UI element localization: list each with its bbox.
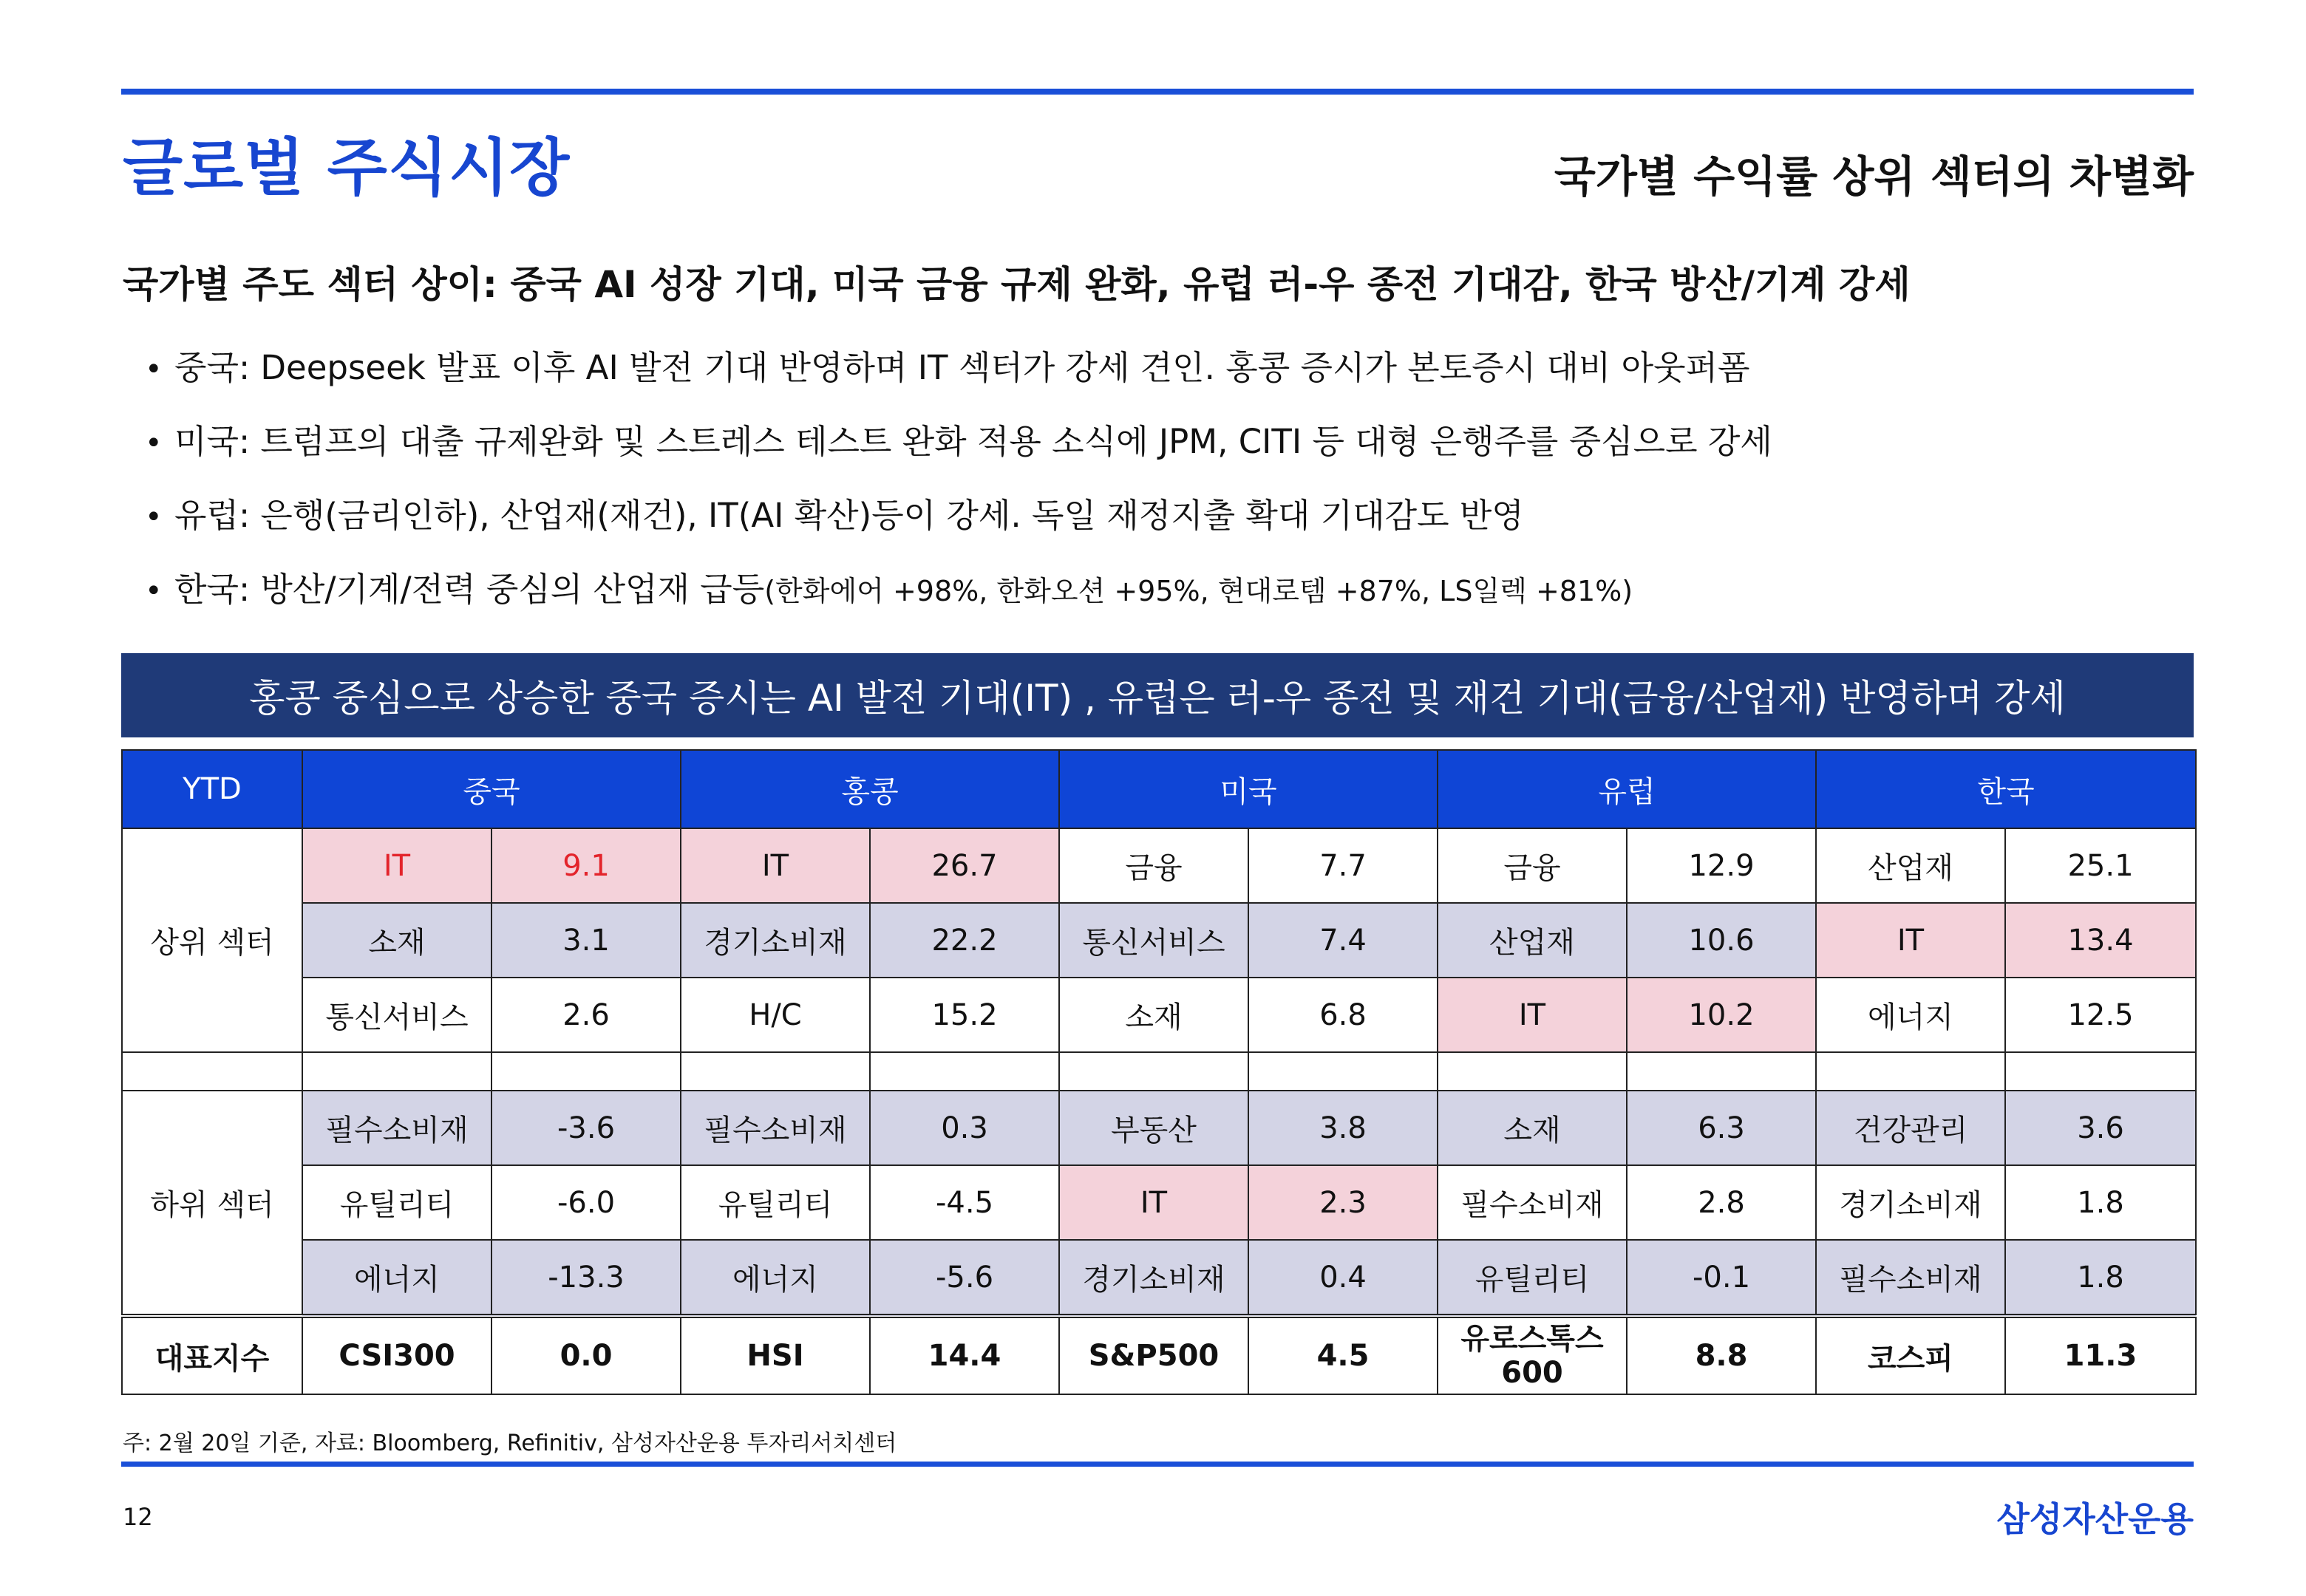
index-name-line: 유로스톡스 — [1460, 1322, 1604, 1356]
index-name-cell: 코스피 — [1816, 1316, 2005, 1394]
table-spacer-row — [122, 1052, 2196, 1091]
sector-name-cell: 경기소비재 — [1816, 1165, 2005, 1240]
bottom-label-cell: 하위 섹터 — [122, 1091, 302, 1316]
headline: 국가별 주도 섹터 상이: 중국 AI 성장 기대, 미국 금융 규제 완화, 유럽 러-우 종전 기대감, 한국 방산/기계 강세 — [123, 263, 1911, 306]
spacer-cell — [1438, 1052, 1627, 1091]
page-subtitle: 국가별 수익률 상위 섹터의 차별화 — [1554, 151, 2194, 202]
sector-name-cell: 경기소비재 — [1059, 1240, 1248, 1316]
sector-value-cell: 22.2 — [870, 903, 1059, 978]
sector-value-cell: 0.3 — [870, 1091, 1059, 1165]
sector-name-cell: 건강관리 — [1816, 1091, 2005, 1165]
bullet-text: 한국: 방산/기계/전력 중심의 산업재 급등 — [174, 570, 765, 609]
spacer-cell — [1627, 1052, 1816, 1091]
sector-name-cell: 필수소비재 — [1816, 1240, 2005, 1316]
table-row — [122, 978, 2196, 1052]
index-value-cell: 14.4 — [870, 1316, 1059, 1394]
bullet-list — [145, 331, 1772, 627]
spacer-cell — [870, 1052, 1059, 1091]
page-title: 글로벌 주식시장 — [123, 132, 571, 204]
bullet-item — [145, 331, 1772, 405]
top-label-cell: 상위 섹터 — [122, 828, 302, 1052]
sector-value-cell: 10.2 — [1627, 978, 1816, 1052]
sector-value-cell: -4.5 — [870, 1165, 1059, 1240]
sector-name-cell: 금융 — [1059, 828, 1248, 903]
table-row — [122, 1165, 2196, 1240]
bottom-rule — [121, 1462, 2194, 1467]
sector-value-cell: 10.6 — [1627, 903, 1816, 978]
spacer-cell — [1816, 1052, 2005, 1091]
sector-value-cell: 6.3 — [1627, 1091, 1816, 1165]
sector-value-cell: -0.1 — [1627, 1240, 1816, 1316]
sector-value-cell: 2.3 — [1248, 1165, 1438, 1240]
index-name-cell — [1438, 1316, 1627, 1394]
spacer-cell — [302, 1052, 492, 1091]
spacer-cell — [681, 1052, 870, 1091]
sector-name-cell: 유틸리티 — [1438, 1240, 1627, 1316]
table-row — [122, 828, 2196, 903]
sector-value-cell: 2.8 — [1627, 1165, 1816, 1240]
sector-name-cell: IT — [302, 828, 492, 903]
sector-value-cell: 6.8 — [1248, 978, 1438, 1052]
sector-name-cell: 소재 — [1059, 978, 1248, 1052]
sector-value-cell: 25.1 — [2005, 828, 2196, 903]
index-value-cell: 11.3 — [2005, 1316, 2196, 1394]
spacer-cell — [492, 1052, 681, 1091]
sector-name-cell: 필수소비재 — [1438, 1165, 1627, 1240]
index-value-cell: 0.0 — [492, 1316, 681, 1394]
country-header-europe: 유럽 — [1438, 750, 1816, 828]
sector-value-cell: 3.1 — [492, 903, 681, 978]
spacer-cell — [2005, 1052, 2196, 1091]
sector-value-cell: 12.5 — [2005, 978, 2196, 1052]
index-name-cell: CSI300 — [302, 1316, 492, 1394]
sector-name-cell: 부동산 — [1059, 1091, 1248, 1165]
sector-value-cell: 7.7 — [1248, 828, 1438, 903]
sector-name-cell: 산업재 — [1438, 903, 1627, 978]
sector-name-cell: 소재 — [1438, 1091, 1627, 1165]
index-label-cell: 대표지수 — [122, 1316, 302, 1394]
sector-name-cell: 금융 — [1438, 828, 1627, 903]
sector-value-cell: 3.6 — [2005, 1091, 2196, 1165]
sector-name-cell: 통신서비스 — [302, 978, 492, 1052]
sector-name-cell: 필수소비재 — [302, 1091, 492, 1165]
bullet-dot-icon: • — [145, 574, 163, 608]
sector-name-cell: 통신서비스 — [1059, 903, 1248, 978]
sector-name-cell: IT — [1438, 978, 1627, 1052]
bullet-dot-icon: • — [145, 426, 163, 460]
sector-value-cell: 13.4 — [2005, 903, 2196, 978]
bullet-item — [145, 553, 1772, 627]
sector-name-cell: 에너지 — [681, 1240, 870, 1316]
bullet-item — [145, 405, 1772, 479]
sector-value-cell: 12.9 — [1627, 828, 1816, 903]
table-row — [122, 1240, 2196, 1316]
bullet-detail: (한화에어 +98%, 한화오션 +95%, 현대로템 +87%, LS일렉 +81%) — [764, 575, 1633, 607]
table-body — [122, 828, 2196, 1394]
sector-name-cell: 소재 — [302, 903, 492, 978]
sector-name-cell: 유틸리티 — [681, 1165, 870, 1240]
sector-name-cell: IT — [1816, 903, 2005, 978]
index-name-cell: HSI — [681, 1316, 870, 1394]
index-name-cell: S&P500 — [1059, 1316, 1248, 1394]
sector-value-cell: -5.6 — [870, 1240, 1059, 1316]
country-header-korea: 한국 — [1816, 750, 2196, 828]
sector-value-cell: 0.4 — [1248, 1240, 1438, 1316]
bullet-item — [145, 479, 1772, 553]
sector-name-cell: 경기소비재 — [681, 903, 870, 978]
page-number: 12 — [123, 1503, 153, 1531]
sector-value-cell: 7.4 — [1248, 903, 1438, 978]
company-logo: 삼성자산운용 — [1996, 1499, 2194, 1539]
bullet-text: 유럽: 은행(금리인하), 산업재(재건), IT(AI 확산)등이 강세. 독일 재정지출 확대 기대감도 반영 — [174, 496, 1524, 535]
sector-name-cell: 에너지 — [1816, 978, 2005, 1052]
sector-name-cell: IT — [1059, 1165, 1248, 1240]
sector-value-cell: 9.1 — [492, 828, 681, 903]
sector-value-cell: -13.3 — [492, 1240, 681, 1316]
sector-name-cell: 에너지 — [302, 1240, 492, 1316]
sector-table-wrap — [121, 749, 2195, 1395]
table-row — [122, 903, 2196, 978]
index-row — [122, 1316, 2196, 1394]
country-header-us: 미국 — [1059, 750, 1438, 828]
top-rule — [121, 89, 2194, 95]
table-row — [122, 1091, 2196, 1165]
country-header-china: 중국 — [302, 750, 681, 828]
bullet-text: 미국: 트럼프의 대출 규제완화 및 스트레스 테스트 완화 적용 소식에 JPM, CITI 등 대형 은행주를 중심으로 강세 — [174, 422, 1772, 461]
sector-value-cell: 1.8 — [2005, 1240, 2196, 1316]
sector-name-cell: IT — [681, 828, 870, 903]
sector-name-cell: 유틸리티 — [302, 1165, 492, 1240]
sector-value-cell: -6.0 — [492, 1165, 681, 1240]
spacer-cell — [1248, 1052, 1438, 1091]
sector-value-cell: 2.6 — [492, 978, 681, 1052]
sector-returns-table — [121, 749, 2197, 1395]
bullet-text: 중국: Deepseek 발표 이후 AI 발전 기대 반영하며 IT 섹터가 강세 견인. 홍콩 증시가 본토증시 대비 아웃퍼폼 — [174, 348, 1750, 387]
sector-value-cell: -3.6 — [492, 1091, 681, 1165]
index-value-cell: 4.5 — [1248, 1316, 1438, 1394]
sector-value-cell: 1.8 — [2005, 1165, 2196, 1240]
sector-value-cell: 26.7 — [870, 828, 1059, 903]
footnote: 주: 2월 20일 기준, 자료: Bloomberg, Refinitiv, 삼성자산운용 투자리서치센터 — [123, 1430, 897, 1456]
bullet-dot-icon: • — [145, 352, 163, 386]
sector-value-cell: 3.8 — [1248, 1091, 1438, 1165]
country-header-hongkong: 홍콩 — [681, 750, 1059, 828]
sector-name-cell: 산업재 — [1816, 828, 2005, 903]
sector-name-cell: H/C — [681, 978, 870, 1052]
index-name-line: 600 — [1501, 1356, 1563, 1390]
sector-value-cell: 15.2 — [870, 978, 1059, 1052]
sector-name-cell: 필수소비재 — [681, 1091, 870, 1165]
index-value-cell: 8.8 — [1627, 1316, 1816, 1394]
table-header-row — [122, 750, 2196, 828]
table-corner-cell: YTD — [122, 750, 302, 828]
summary-banner: 홍콩 중심으로 상승한 중국 증시는 AI 발전 기대(IT) , 유럽은 러-우 종전 및 재건 기대(금융/산업재) 반영하며 강세 — [121, 653, 2194, 737]
spacer-cell — [1059, 1052, 1248, 1091]
bullet-dot-icon: • — [145, 500, 163, 534]
spacer-cell — [122, 1052, 302, 1091]
